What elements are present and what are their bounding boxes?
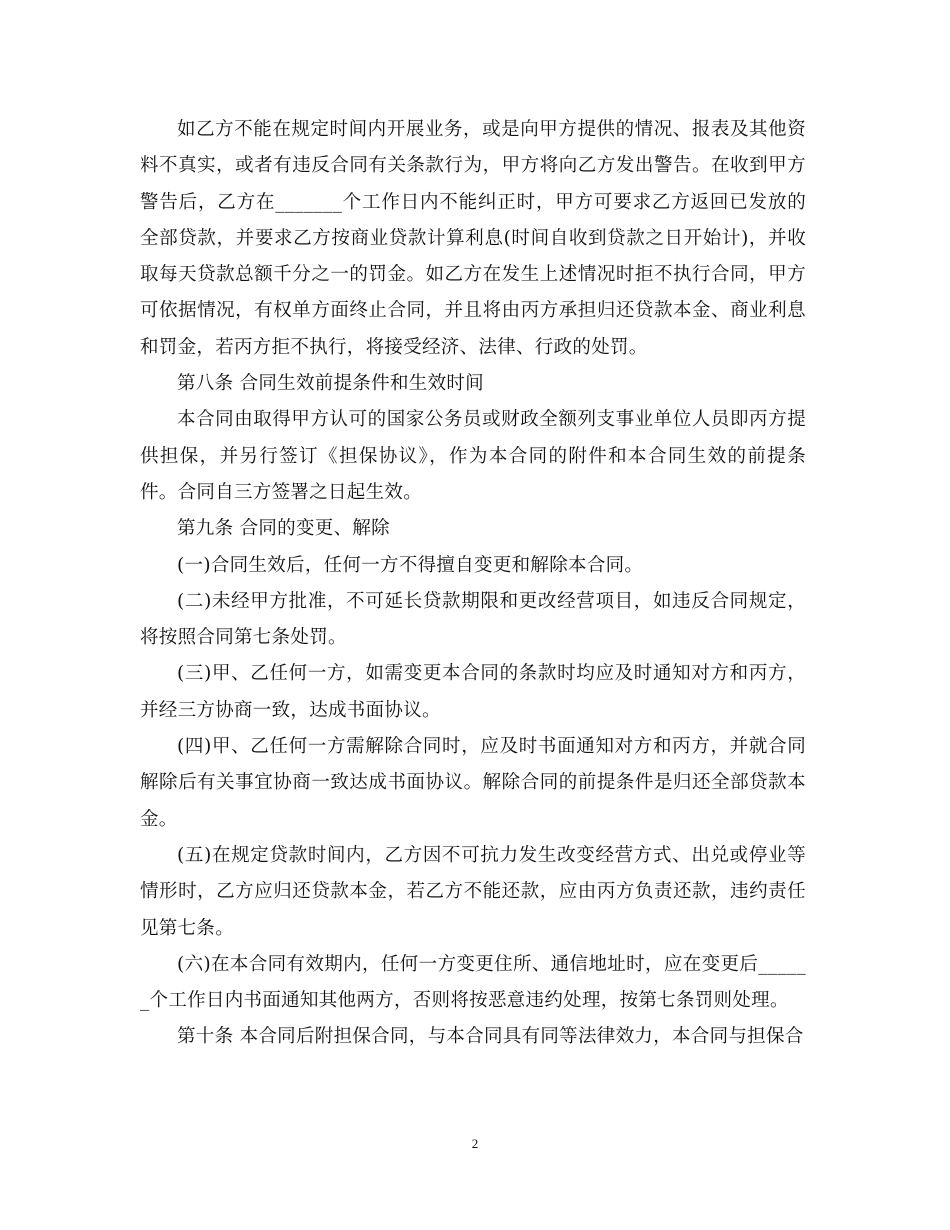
clause-9-6: (六)在本合同有效期内，任何一方变更住所、通信地址时，应在变更后______个工作日内书面通知其他两方，否则将按恶意违约处理，按第七条罚则处理。: [140, 953, 806, 1012]
page-number: 2: [471, 1136, 479, 1151]
clause-9-4: (四)甲、乙任何一方需解除合同时，应及时书面通知对方和丙方，并就合同解除后有关事宜协商一致达成书面协议。解除合同的前提条件是归还全部贷款本金。: [140, 736, 806, 830]
clause-9-2: (二)未经甲方批准，不可延长贷款期限和更改经营项目，如违反合同规定，将按照合同第七条处罚。: [140, 590, 806, 649]
clause-9-5: (五)在规定贷款时间内，乙方因不可抗力发生改变经营方式、出兑或停业等情形时，乙方应归还贷款本金，若乙方不能还款，应由丙方负责还款，违约责任见第七条。: [140, 844, 806, 939]
article-10-text: 第十条 本合同后附担保合同，与本合同具有同等法律效力，本合同与担保合: [177, 1026, 804, 1048]
document-body: [140, 112, 806, 1056]
clause-9-3: (三)甲、乙任何一方，如需变更本合同的条款时均应及时通知对方和丙方，并经三方协商一致，达成书面协议。: [140, 663, 806, 721]
article-8-heading: 第八条 合同生效前提条件和生效时间: [177, 373, 484, 395]
article-9-heading: 第九条 合同的变更、解除: [177, 518, 390, 540]
clause-9-1: (一)合同生效后，任何一方不得擅自变更和解除本合同。: [177, 554, 644, 576]
paragraph-breach-warning: 如乙方不能在规定时间内开展业务，或是向甲方提供的情况、报表及其他资料不真实，或者有违反合同有关条款行为，甲方将向乙方发出警告。在收到甲方警告后，乙方在_______个工作日内不能纠正时，甲方可要求乙方返回已发放的全部贷款，并要求乙方按商业贷款计算利息(时间自收到贷款之日开始计)，并收取每天贷款总额千分之一的罚金。如乙方在发生上述情况时拒不执行合同，甲方可依据情况，有权单方面终止合同，并且将由丙方承担归还贷款本金、商业利息和罚金，若丙方拒不执行，将接受经济、法律、行政的处罚。: [140, 119, 806, 358]
paragraph-guarantee-condition: 本合同由取得甲方认可的国家公务员或财政全额列支事业单位人员即丙方提供担保，并另行签订《担保协议》，作为本合同的附件和本合同生效的前提条件。合同自三方签署之日起生效。: [140, 409, 806, 503]
